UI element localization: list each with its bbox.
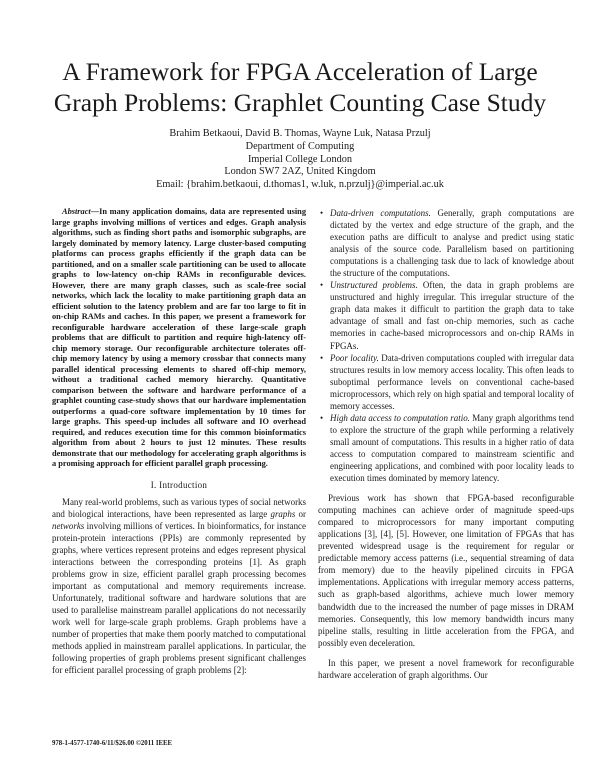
- author-department: Department of Computing: [245, 140, 355, 152]
- author-names: Brahim Betkaoui, David B. Thomas, Wayne Luk, Natasa Przulj: [169, 128, 431, 139]
- author-address: London SW7 2AZ, United Kingdom: [224, 166, 376, 178]
- left-column: [52, 207, 306, 676]
- abstract: [52, 207, 306, 470]
- copyright-footer: 978-1-4577-1740-6/11/$26.00 ©2011 IEEE: [52, 740, 173, 747]
- author-block: [60, 128, 540, 192]
- author-institution: Imperial College London: [247, 153, 353, 165]
- intro-text: Many real-world problems, such as various types of social networks and biological interactions, have been represented as large: [52, 496, 306, 519]
- abstract-label: Abstract: [62, 207, 91, 216]
- intro-term-networks: networks: [52, 520, 85, 531]
- list-item: [330, 279, 574, 351]
- bullet-text: Many graph algorithms tend to explore the structure of the graph while performing a relatively small amount of computations. This results in a higher ratio of data access to computation compared to mainstream scientific and engineering applications, and combined with poor locality leads to execution times dominated by memory latency.: [330, 412, 574, 484]
- list-item: [330, 412, 574, 484]
- property-list: [318, 207, 574, 484]
- intro-paragraph: [52, 496, 306, 677]
- right-column: [318, 207, 574, 681]
- list-item: [330, 352, 574, 412]
- paper-title: A Framework for FPGA Acceleration of Large Graph Problems: Graphlet Counting Case Study: [53, 57, 547, 117]
- intro-text-cont: involving millions of vertices. In bioinformatics, for instance protein-protein interactions (PPIs) are commonly represented by graphs, where vertices represent proteins and edges represent physical interactions between the corresponding proteins [1]. As graph problems grow in size, efficient parallel graph processing becomes important as computational and memory requirements increase. Unfortunately, traditional software and hardware solutions that are used to parallelise mainstream parallel applications do not necessarily work well for large-scale graph problems. Graph problems have a number of properties that make them poorly matched to computational methods applied in mainstream parallel applications. In particular, the following properties of graph problems present significant challenges for efficient parallel processing of graph problems [2]:: [52, 520, 306, 676]
- intro-term-graphs: graphs: [270, 508, 296, 519]
- author-email: Email: {brahim.betkaoui, d.thomas1, w.luk, n.przulj}@imperial.ac.uk: [156, 179, 444, 191]
- bullet-text: Data-driven computations coupled with irregular data structures results in low memory access locality. This often leads to suboptimal performance levels on conventional cache-based microprocessors, which rely on high spatial and temporal locality of memory accesses.: [330, 352, 575, 411]
- intro-text-or: or: [295, 508, 306, 519]
- bullet-text: Often, the data in graph problems are unstructured and highly irregular. This irregular structure of the graph data makes it difficult to partition the graph data to take advantage of small and fast on-chip memories, such as cache memories in cache-based microprocessors and on-chip RAMs in FPGAs.: [330, 280, 574, 351]
- bullet-text: Generally, graph computations are dictated by the vertex and edge structure of the graph, and the execution paths are difficult to analyse and predict using static analysis of the source code. Parallelism based on partitioning computations is a challenging task due to lack of knowledge about the structure of the computations.: [330, 208, 574, 279]
- bullet-heading: Data-driven computations.: [330, 208, 431, 218]
- list-item: [330, 207, 574, 279]
- bullet-heading: Unstructured problems.: [330, 280, 418, 291]
- abstract-text: —In many application domains, data are represented using large graphs involving millions of vertices and edges. Graph analysis algorithms, such as finding short paths and isomorphic subgraphs, are largely dominated by memory latency. Large cluster-based computing platforms can process graphs efficiently if the graph data can be partitioned, and on a smaller scale partitioning can be used to allocate graphs to low-latency on-chip RAMs in reconfigurable devices. However, there are many graph classes, such as scale-free social networks, which lack the locality to make partitioning graph data an efficient solution to the latency problem and are far too large to fit in on-chip RAMs and caches. In this paper, we present a framework for reconfigurable hardware acceleration of these large-scale graph problems that are difficult to partition and require high-latency off-chip memory storage. Our reconfigurable architecture tolerates off-chip memory latency by using a memory crossbar that connects many parallel identical processing elements to shared off-chip memory, without a traditional cached memory hierarchy. Quantitative comparison between the software and hardware performance of a graphlet counting case-study shows that our hardware implementation outperforms a quad-core software implementation by 10 times for large graphs. This speed-up includes all software and IO overhead required, and reduces execution time for this common bioinformatics algorithm from about 2 hours to just 12 minutes. These results demonstrate that our methodology for accelerating graph algorithms is a promising approach for efficient parallel graph processing.: [52, 207, 306, 468]
- body-paragraph: In this paper, we present a novel framework for reconfigurable hardware acceleration of graph algorithms. Our: [318, 657, 574, 680]
- bullet-heading: High data access to computation ratio.: [330, 412, 470, 423]
- body-paragraph: Previous work has shown that FPGA-based reconfigurable computing machines can achieve order of magnitude speed-ups compared to microprocessors for many important computing applications [3], [4], [5]. However, one limitation of FPGAs that has prevented widespread usage is the requirement for regular or predictable memory access patterns (i.e., sequential streaming of data from memory) due to the heavily pipelined circuits in FPGA implementations. Applications with irregular memory access patterns, such as graph-based algorithms, achieve much lower memory bandwidth due to the increased the number of page misses in DRAM memories. Consequently, this low memory bandwidth incurs many pipeline stalls, resulting in little acceleration from the FPGA, and possibly even deceleration.: [318, 493, 574, 648]
- bullet-heading: Poor locality.: [330, 352, 379, 363]
- section-heading: I. Introduction: [150, 479, 208, 490]
